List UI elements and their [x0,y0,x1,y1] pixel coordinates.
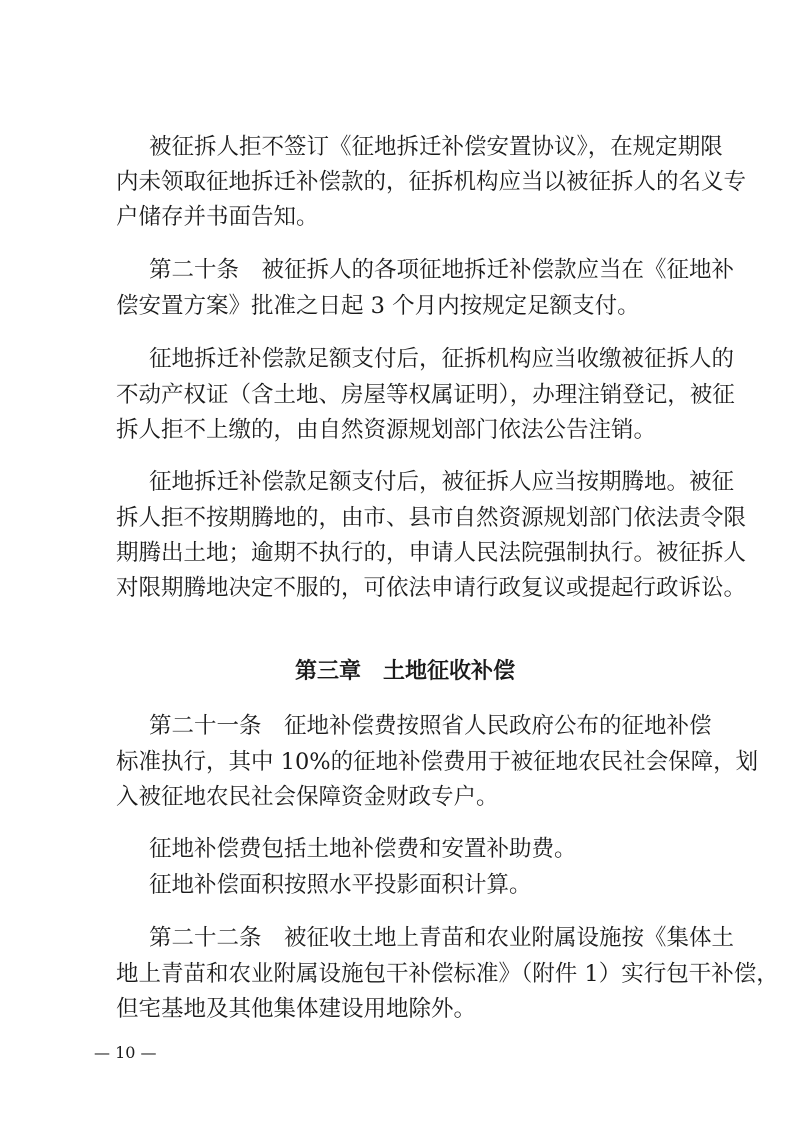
paragraph-line: 不动产权证（含土地、房屋等权属证明），办理注销登记，被征 [116,382,735,408]
paragraph-line: 征地补偿面积按照水平投影面积计算。 [149,872,532,898]
paragraph-line: 户储存并书面告知。 [116,204,319,230]
paragraph-line: 偿安置方案》批准之日起 3 个月内按规定足额支付。 [116,293,640,319]
paragraph-line: 征地拆迁补偿款足额支付后，征拆机构应当收缴被征拆人的 [149,346,735,372]
paragraph-line: 标准执行，其中 10%的征地补偿费用于被征地农民社会保障，划 [116,749,759,775]
paragraph-line: 征地补偿费包括土地补偿费和安置补助费。 [149,836,577,862]
page-number: — 10 — [94,1043,157,1062]
paragraph-line: 拆人拒不按期腾地的，由市、县市自然资源规划部门依法责令限 [116,505,747,531]
paragraph-line: 第二十一条 征地补偿费按照省人民政府公布的征地补偿 [149,713,712,739]
paragraph-line: 第二十条 被征拆人的各项征地拆迁补偿款应当在《征地补 [149,257,735,283]
paragraph-line: 地上青苗和农业附属设施包干补偿标准》（附件 1）实行包干补偿， [116,961,779,987]
paragraph-line: 期腾出土地；逾期不执行的，申请人民法院强制执行。被征拆人 [116,540,747,566]
paragraph-line: 内未领取征地拆迁补偿款的，征拆机构应当以被征拆人的名义专 [116,169,747,195]
paragraph-line: 但宅基地及其他集体建设用地除外。 [116,996,477,1022]
paragraph-line: 第二十二条 被征收土地上青苗和农业附属设施按《集体土 [149,925,735,951]
paragraph-line: 征地拆迁补偿款足额支付后，被征拆人应当按期腾地。被征 [149,469,735,495]
chapter-heading: 第三章 土地征收补偿 [294,659,515,684]
paragraph-line: 拆人拒不上缴的，由自然资源规划部门依法公告注销。 [116,417,657,443]
paragraph-line: 对限期腾地决定不服的，可依法申请行政复议或提起行政诉讼。 [116,575,747,601]
paragraph-line: 被征拆人拒不签订《征地拆迁补偿安置协议》，在规定期限 [149,134,723,160]
paragraph-line: 入被征地农民社会保障资金财政专户。 [116,784,499,810]
